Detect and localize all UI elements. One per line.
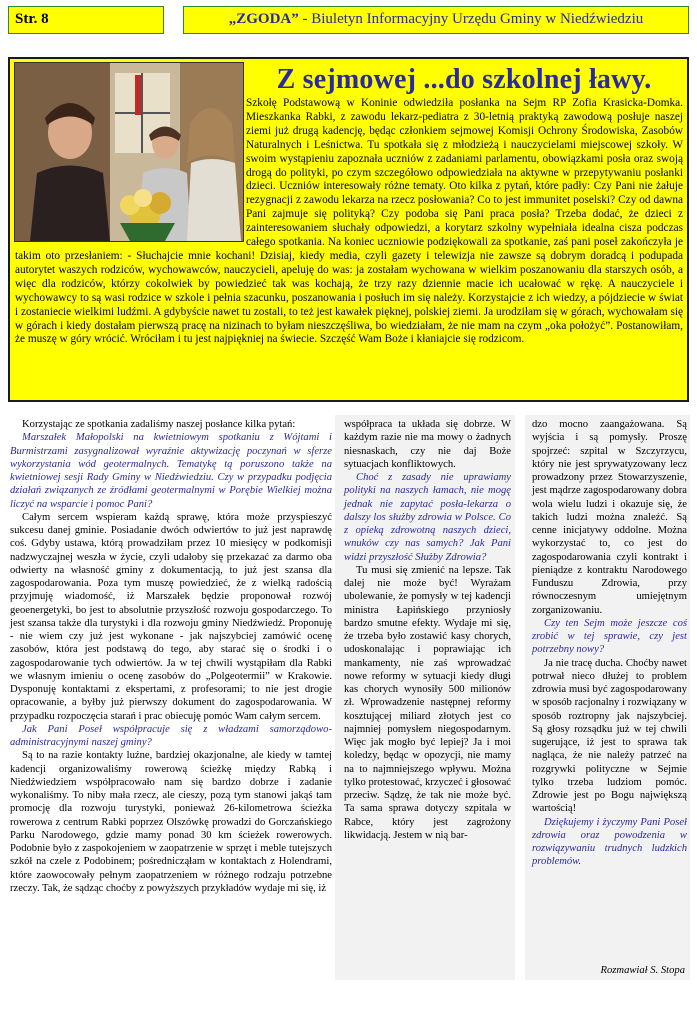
interview-answer: Korzystając ze spotkania zadaliśmy naszej posłance kilka pytań: — [22, 419, 296, 430]
page-number — [8, 6, 164, 34]
interview-answer: współpraca ta układa się dobrze. W każdym razie nie ma mowy o żadnych niesnaskach, czy nie daj Boże sytuacjach konfliktowych. — [344, 419, 511, 470]
article-column-3 — [532, 418, 687, 869]
feature-title: Z sejmowej ...do szkolnej ławy. — [276, 64, 652, 95]
page-number-label: Str. 8 — [15, 11, 49, 27]
interview-answer: dzo mocno zaangażowana. Są wyjścia i są pomysły. Proszę spojrzeć: szpital w Szczyrzycu, który nie jest sprywatyzowany lecz prowadzony przez Stowarzyszenie, jest mądrze zagospodarowany dobra wola wielu ludzi i okazuje się, że takich ludzi można znaleźć. Są cenne inicjatywy oddolne. Można wykorzystać to, co jest do zagospodarowania czyli kontrakt i pieniądze z kontraktu Narodowego Funduszu Zdrowia, przy równoczesnym umiejętnym zorganizowaniu. — [532, 419, 687, 616]
interview-question: Choć z zasady nie uprawiamy polityki na naszych łamach, nie mogę jednak nie zapytać posła-lekarza o dalszy los służby zdrowia w Polsce. Co z opieką zdrowotną naszych dzieci, wnuków czy nas samych? Jak Pani widzi przyszłość Służby Zdrowia? — [344, 472, 511, 563]
interview-question: Dziękujemy i życzymy Pani Poseł zdrowia oraz powodzenia w rozwiązywaniu trudnych ludzkich problemów. — [532, 816, 687, 868]
author-signature: Rozmawiał S. Stopa — [600, 965, 685, 976]
bulletin-subtitle: - Biuletyn Informacyjny Urzędu Gminy w Niedźwiedziu — [298, 11, 644, 27]
feature-text: Szkołę Podstawową w Koninie odwiedziła posłanka na Sejm RP Zofia Krasicka-Domka. Mieszkanka Rabki, z zawodu lekarz-pediatra z 30-letnią praktyką zawodową posłuje naszej ziemi już drugą kadencję, będąc członkiem sejmowej Komisji Ochrony Środowiska, Zasobów Naturalnych i Leśnictwa. Tu spotkała się z młodzieżą i nauczycielami miejscowej szkoły. W swoim wystąpieniu zapoznała uczniów z zadaniami parlamentu, obowiązkami posła oraz swoją drogą do polityki, po czym szczegółowo odpowiedziała na aktywne w przepytywaniu posłanki dzieci. Uczniów interesowały różne tematy. Oto kilka z pytań, które padły: Czy Pani nie żałuje rezygnacji z zawodu lekarza na rzecz posłowania? Co to jest immunitet poselski? Czy od dawna Pani zajmuje się polityką? Czy podoba się Pani praca posła? Trzeba dodać, że dzieci z zainteresowaniem słuchały odpowiedzi, a korytarz szkolny wypełniała idealna cisza podczas całego spotkania. Na koniec uczniowie podziękowali za spotkanie, zaś pani poseł zakończyła je takim oto przesłaniem: - Słuchajcie mnie kochani! Dzisiaj, kiedy media, czyli gazety i telewizja nie zawsze są dobrym doradcą i podupada autorytet waszych rodziców, wychowawców, nauczycieli, apeluję do was: ja zostałam wychowana w wielkim poszanowaniu dla starszych osób, a więc dla rodziców, którzy cokolwiek by powiedzieć tak was kochają, że trzy razy dziennie macie ich ucałować w rękę. A nauczyciele i wychowawcy to są wasi rodzice w szkole i pełnia szacunku, poszanowania i posłuch im się należy. Korzystajcie z ich wiedzy, a pójdziecie w świat i zostaniecie wielkimi ludźmi. A gdybyście nawet tu zostali, to też jest kawałek pięknej, polskiej ziemi. Ja urodziłam się w górach, wychowałam się w górach i kiedy dostałam pierwszą pracę na nizinach to byłam nieszczęśliwa, bo wiedziałam, że nie mam na czym „oka położyć”. Postanowiłam, że muszę w góry wrócić. Wróciłam i tu jest najpiękniej na świecie. Szczęść Wam Boże i kłaniajcie się rodzicom. — [15, 97, 683, 346]
bulletin-name: „ZGODA” — [228, 11, 299, 27]
article-column-1 — [10, 418, 332, 895]
interview-answer: Są to na razie kontakty luźne, bardziej okazjonalne, ale kiedy w tamtej kadencji organizowaliśmy rowerową ścieżkę między Rabką i Niedźwiedziem współpracowało nam się bardzo dobrze i zadanie wykonaliśmy. To niby mała rzecz, ale cieszy, pozą tym stanowi jakąś tam promocję dla rozwoju turystyki, ponieważ 26-kilometrowa ścieżka rowerowa z centrum Rabki poprzez Olszówkę prowadzi do Gorczańskiego Parku Narodowego, gdzie mamy ponad 30 km ścieżek rowerowych. Podobnie było z zaspokojeniem w zaopatrzenie w sprzęt i meble tutejszych szkół na czele z Podobinem; pośrednicząłam w kontaktach z Holendrami, które zaowocowały pełnym zaopatrzeniem w różnego rodzaju potrzebne rzeczy. Tak, że sądząc choćby z powyższych przykładów wydaje mi się, iż — [10, 750, 332, 894]
interview-question: Marszałek Małopolski na kwietniowym spotkaniu z Wójtami i Burmistrzami zasygnalizował wyraźnie aktywizację poczynań w sferze wykorzystania wód geotermalnych. Tematykę tą poruszono także na kwietniowej sesji Rady Gminy w Niedźwiedziu. Czy w przypadku podjęcia działań związanych ze źródłami geotermalnymi w Porębie Wielkiej można liczyć na wsparcie i pomoc Pani? — [10, 432, 332, 510]
article-column-2 — [344, 418, 511, 842]
feature-body — [15, 97, 683, 347]
interview-question: Czy ten Sejm może jeszcze coś zrobić w tej sprawie, czy jest potrzebny nowy? — [532, 617, 687, 656]
feature-box — [8, 57, 689, 402]
bulletin-header — [183, 6, 689, 34]
interview-question: Jak Pani Poseł współpracuje się z władzami samorządowo-administracyjnymi naszej gminy? — [10, 723, 332, 748]
interview-answer: Całym sercem wspieram każdą sprawę, która może przyspieszyć sukcesu danej gminie. Posiadanie dwóch odwiertów to już jest naprawdę coś. Gdyby ustawa, którą prowadziłam przez 10 miesięcy w podkomisji nadzwyczajnej weszła w życie, czyli udałoby się przekazać za darmo oba odwierty na własność gminy z dokumentacją, to już jest szansa dla zagospodarowania. Poza tym muszę powiedzieć, że z wielką radością przyjmuję wiadomość, iż Marszałek będzie proponował rozwój geoenergetyki, bo jest to absolutnie przyszłość rozwoju gospodarczego. To jest szansa także dla turystyki i dla rozwoju gminy Niedźwiedź. Proponuję - nie wiem czy już jest wykonane - jak najszybciej zamówić ocenę zasobów, która jest podstawą do tego, aby starać się o środki i o zagospodarowanie tych odwiertów. Ja w tej chwili wystąpiłam dla Rabki we własnym imieniu o ocenę zasobów do „Polgeotermii” w Krakowie. Dysponuję kontaktami z ekspertami, z profesorami; to nie jest drogie opracowanie, a byłby już pierwszy dokument do zagospodarowania. W przypadku rozpoczęcia starań i prac obiecuję pomóc Wam całym sercem. — [10, 511, 332, 722]
interview-answer: Tu musi się zmienić na lepsze. Tak dalej nie może być! Wyrażam ubolewanie, że pomysły w tej kadencji ministra Łapińskiego przyniosły bardzo smutne efekty. Wydaje mi się, że trzeba było zostawić kasy chorych, udoskonalając i poprawiając ich mankamenty, nie zaś wprowadzać nowe reformy w sytuacji kiedy długi kas chorych wynosiły 500 milionów zł. Wprowadzenie następnej reformy kosztującej miliard złotych jest co najmniej pomysłem niegospodarnym. Więc jak mogło być lepiej? Ja i moi koledzy, będąc w opozycji, nie mamy na to najmniejszego wpływu. Można tylko protestować, krzyczeć i głosować przeciw. Sądzę, że tak nie może być. Ta sama sprawa dotyczy szpitala w Rabce, który jest zagrożony likwidacją. Jestem w nią bar- — [344, 564, 511, 841]
interview-answer: Ja nie tracę ducha. Choćby nawet potrwał nieco dłużej to problem zdrowia musi być zagospodarowany w sposób racjonalny i rozwiązany w sposób roztropny jak najszybciej. Są głosy rozsądku już w tej chwili sugerujące, iż jest to sprawa tak nagląca, że nie należy patrzeć na rozgrywki polityczne w Sejmie tylko trzeba ludziom pomóc. Zdrowie jest po Bogu największą wartością! — [532, 657, 687, 815]
